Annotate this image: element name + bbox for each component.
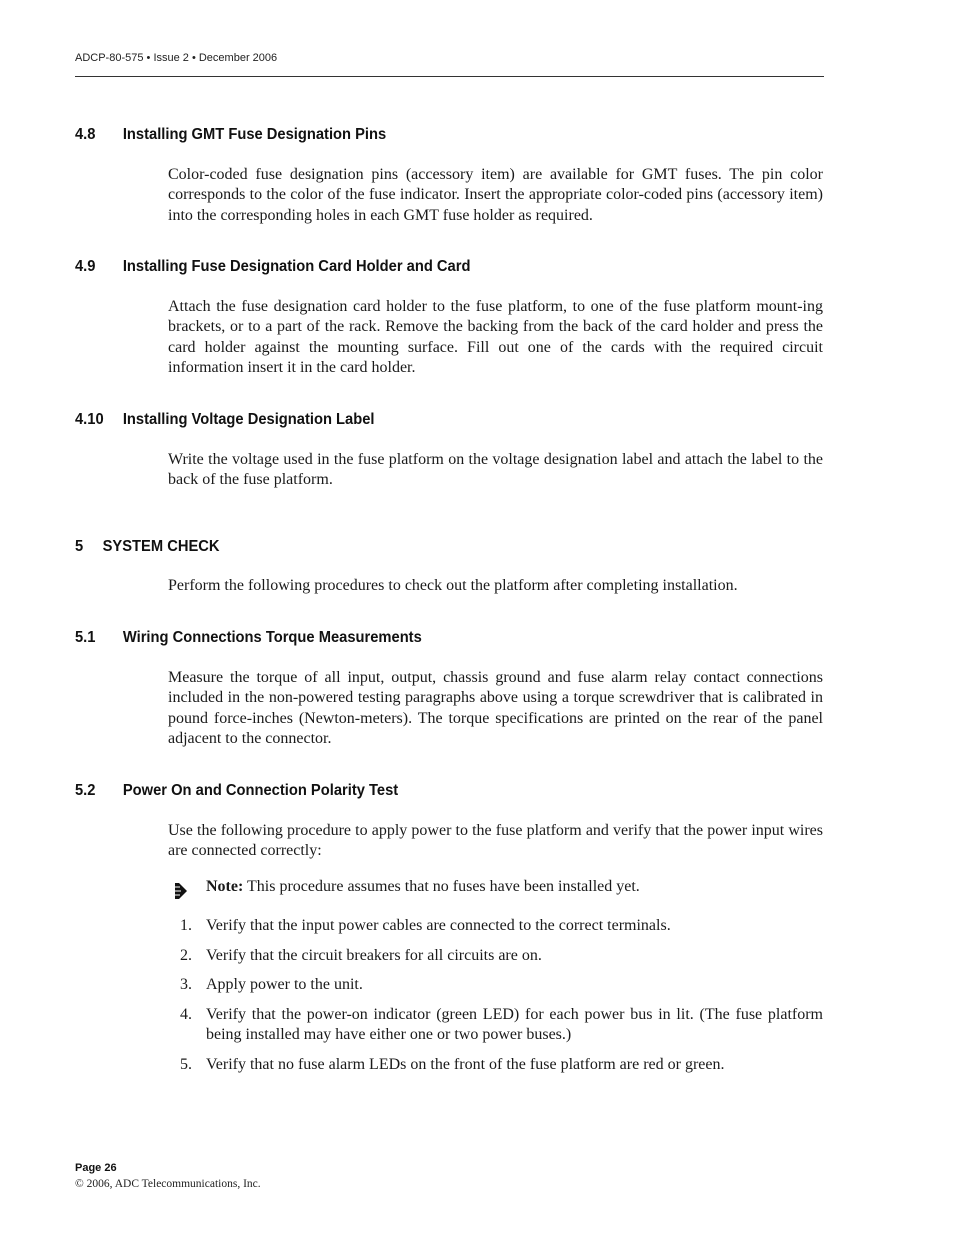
section-body-5-2: Use the following procedure to apply power to the fuse platform and verify that the power input wires are connected correctly:: [168, 822, 823, 860]
step-number: 5.: [180, 1056, 192, 1073]
section-body-5-1: Measure the torque of all input, output, chassis ground and fuse alarm relay contact connections included in the non-powered testing paragraphs above using a torque screwdriver that is calibrated in pound force-inches (Newton-meters). The torque specifications are printed on the rear of the panel adjacent to the connector.: [168, 669, 823, 747]
section-heading-4-9: [75, 258, 470, 276]
section-heading-4-8: [75, 126, 386, 144]
step-number: 3.: [180, 976, 192, 993]
document-header: ADCP-80-575 • Issue 2 • December 2006: [75, 52, 278, 64]
section-number: 5: [75, 538, 84, 555]
section-body-4-10: Write the voltage used in the fuse platform on the voltage designation label and attach the label to the back of the fuse platform.: [168, 451, 823, 489]
note: [206, 877, 823, 897]
note-label: Note:: [206, 878, 244, 895]
section-body-5: Perform the following procedures to check out the platform after completing installation.: [168, 577, 738, 594]
section-body-4-9: Attach the fuse designation card holder to the fuse platform, to one of the fuse platform mount-ing brackets, or to a part of the rack. Remove the backing from the back of the card holder and press the card holder against the mounting surface. Fill out one of the cards with the required circuit information insert it in the card holder.: [168, 298, 823, 376]
step-text: Apply power to the unit.: [206, 976, 363, 993]
section-heading-4-10: [75, 411, 374, 429]
step-text: Verify that the power-on indicator (green LED) for each power bus in lit. (The fuse platform being installed may have either one or two power buses.): [206, 1006, 823, 1044]
section-number: 5.2: [75, 782, 96, 799]
section-number: 4.10: [75, 411, 104, 428]
step-number: 1.: [180, 917, 192, 934]
section-number: 4.8: [75, 126, 96, 143]
section-title: Power On and Connection Polarity Test: [122, 782, 399, 799]
section-number: 5.1: [75, 629, 96, 646]
section-heading-5-2: [75, 782, 398, 800]
note-text: This procedure assumes that no fuses have been installed yet.: [247, 878, 640, 895]
section-title: Wiring Connections Torque Measurements: [122, 629, 422, 646]
step-number: 4.: [180, 1006, 192, 1023]
pointing-hand-icon: [173, 881, 189, 901]
section-title: SYSTEM CHECK: [102, 538, 220, 555]
step-number: 2.: [180, 947, 192, 964]
section-heading-5: [75, 538, 220, 556]
step-text: Verify that the circuit breakers for all circuits are on.: [206, 947, 542, 964]
section-number: 4.9: [75, 258, 96, 275]
page-number: Page 26: [75, 1162, 117, 1174]
section-body-4-8: Color-coded fuse designation pins (accessory item) are available for GMT fuses. The pin color corresponds to the color of the fuse indicator. Insert the appropriate color-coded pins (accessory item) into the corresponding holes in each GMT fuse holder as required.: [168, 166, 823, 224]
step-text: Verify that the input power cables are connected to the correct terminals.: [206, 917, 671, 934]
section-title: Installing Voltage Designation Label: [122, 411, 375, 428]
step-text: Verify that no fuse alarm LEDs on the front of the fuse platform are red or green.: [206, 1056, 725, 1073]
section-title: Installing GMT Fuse Designation Pins: [122, 126, 387, 143]
header-rule: [75, 76, 824, 77]
section-title: Installing Fuse Designation Card Holder and Card: [122, 258, 471, 275]
copyright: © 2006, ADC Telecommunications, Inc.: [75, 1178, 261, 1190]
section-heading-5-1: [75, 629, 422, 647]
